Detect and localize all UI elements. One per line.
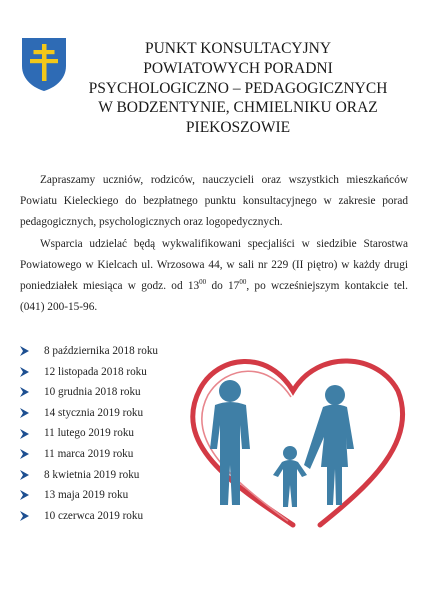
date-label: 11 lutego 2019 roku [44, 427, 135, 440]
arrow-bullet-icon [20, 449, 29, 459]
mother-silhouette [304, 385, 354, 505]
title-line: POWIATOWYCH PORADNI [143, 59, 333, 77]
description [20, 170, 408, 318]
title-line: PSYCHOLOGICZNO – PEDAGOGICZNYCH [88, 79, 388, 97]
date-label: 14 stycznia 2019 roku [44, 406, 144, 419]
date-label: 10 czerwca 2019 roku [44, 509, 144, 522]
family-heart-icon [170, 345, 420, 535]
coat-of-arms-icon [20, 36, 68, 92]
list-item [20, 382, 158, 403]
arrow-bullet-icon [20, 429, 29, 439]
arrow-bullet-icon [20, 387, 29, 397]
dates-list [20, 341, 158, 526]
list-item [20, 403, 158, 424]
list-item [20, 341, 158, 362]
list-item [20, 506, 158, 527]
date-label: 13 maja 2019 roku [44, 489, 129, 502]
arrow-bullet-icon [20, 470, 29, 480]
list-item [20, 423, 158, 444]
arrow-bullet-icon [20, 367, 29, 377]
list-item [20, 485, 158, 506]
arrow-bullet-icon [20, 346, 29, 356]
invitation-paragraph: Zapraszamy uczniów, rodziców, nauczycieli oraz wszystkich mieszkańców Powiatu Kieleckiego do bezpłatnego punktu konsultacyjnego w zakresie porad pedagogicznych, psychologicznych oraz logopedycznych. [20, 174, 408, 229]
time-to-word: do 17 [206, 280, 240, 293]
arrow-bullet-icon [20, 490, 29, 500]
page-title [78, 39, 398, 138]
title-line: PIEKOSZOWIE [185, 119, 291, 137]
contact-text: , po wcześniejszym kontakcie tel. (041) 200-15-96. [20, 280, 408, 314]
title-line: PUNKT KONSULTACYJNY [144, 40, 332, 57]
list-item [20, 444, 158, 465]
arrow-bullet-icon [20, 511, 29, 521]
location-paragraph [20, 234, 408, 319]
list-item [20, 362, 158, 383]
location-text: Wsparcia udzielać będą wykwalifikowani specjaliści w siedzibie Starostwa Powiatowego w Kielcach ul. Wrzosowa 44, w sali nr 229 (II piętro) w każdy drugi poniedziałek miesiąca w godz. od 13 [20, 237, 408, 293]
date-label: 8 kwietnia 2019 roku [44, 468, 140, 481]
child-silhouette [273, 446, 307, 507]
time-from-minutes: 00 [199, 278, 207, 287]
title-line: W BODZENTYNIE, CHMIELNIKU ORAZ [98, 99, 378, 117]
date-label: 11 marca 2019 roku [44, 447, 134, 460]
date-label: 8 października 2018 roku [44, 345, 159, 357]
arrow-bullet-icon [20, 408, 29, 418]
list-item [20, 465, 158, 486]
time-to-minutes: 00 [239, 278, 247, 287]
date-label: 12 listopada 2018 roku [44, 365, 147, 378]
date-label: 10 grudnia 2018 roku [44, 386, 141, 399]
